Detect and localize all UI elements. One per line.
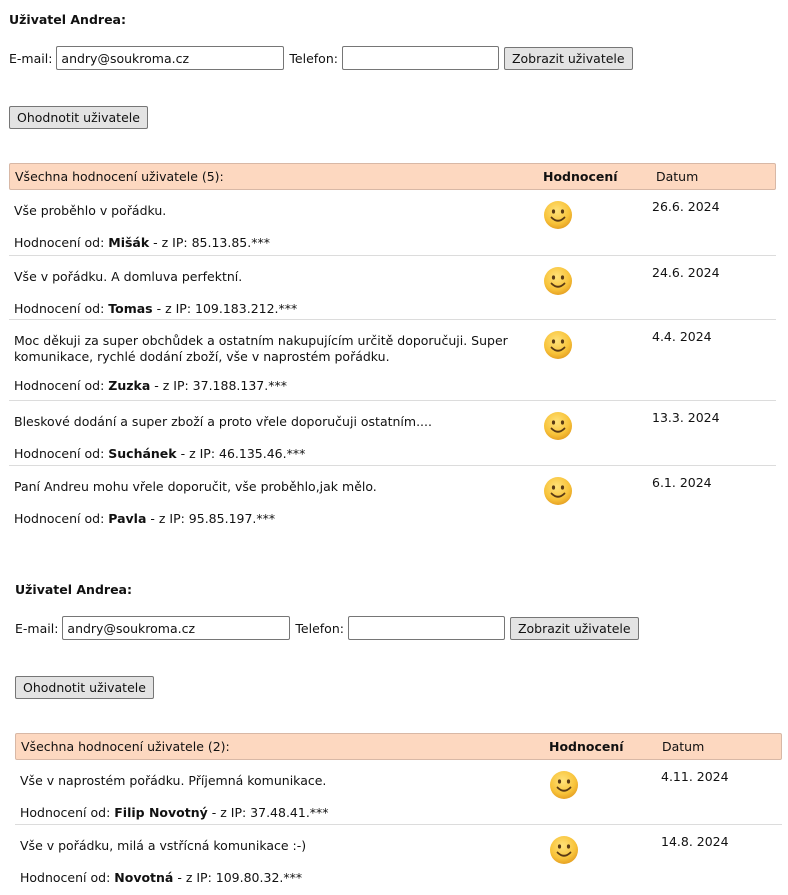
review-author: Suchánek	[108, 446, 177, 461]
rating-column-header: Hodnocení	[543, 169, 618, 184]
user-title: Uživatel Andrea:	[15, 582, 132, 597]
review-row	[9, 256, 776, 320]
review-author: Tomas	[108, 301, 153, 316]
phone-input[interactable]	[348, 616, 505, 640]
review-ip: - z IP: 37.188.137.***	[150, 378, 287, 393]
smiley-icon	[543, 330, 573, 360]
smiley-icon	[549, 835, 579, 865]
review-row	[15, 825, 782, 889]
review-ip: - z IP: 46.135.46.***	[176, 446, 306, 461]
ratings-title: Všechna hodnocení uživatele (2):	[21, 739, 230, 754]
review-date: 26.6. 2024	[652, 199, 720, 214]
review-author: Filip Novotný	[114, 805, 208, 820]
rate-user-button[interactable]: Ohodnotit uživatele	[15, 676, 154, 699]
user-block-2	[15, 578, 782, 889]
review-author-line	[14, 378, 287, 393]
date-column-header: Datum	[662, 739, 705, 754]
smiley-icon	[543, 266, 573, 296]
email-input[interactable]	[62, 616, 290, 640]
email-label: E-mail:	[15, 620, 59, 636]
review-row	[9, 466, 776, 530]
phone-label: Telefon:	[295, 620, 344, 636]
review-author-line	[20, 870, 302, 885]
review-row	[9, 190, 776, 256]
review-by-label: Hodnocení od:	[14, 446, 105, 461]
review-author-line	[14, 301, 297, 316]
review-text: Bleskové dodání a super zboží a proto vřele doporučuji ostatním....	[14, 414, 432, 429]
phone-label: Telefon:	[289, 50, 338, 66]
review-date: 6.1. 2024	[652, 475, 712, 490]
ratings-header	[15, 733, 782, 760]
review-author: Zuzka	[108, 378, 151, 393]
show-user-button[interactable]: Zobrazit uživatele	[510, 617, 639, 640]
date-column-header: Datum	[656, 169, 699, 184]
review-ip: - z IP: 95.85.197.***	[146, 511, 276, 526]
smiley-icon	[543, 411, 573, 441]
review-date: 14.8. 2024	[661, 834, 729, 849]
review-author: Novotná	[114, 870, 174, 885]
review-date: 4.11. 2024	[661, 769, 729, 784]
smiley-icon	[543, 200, 573, 230]
review-text: Vše v naprostém pořádku. Příjemná komunikace.	[20, 773, 327, 788]
review-row	[9, 401, 776, 466]
ratings-table	[15, 733, 782, 889]
review-text: Vše v pořádku. A domluva perfektní.	[14, 269, 243, 284]
review-ip: - z IP: 85.13.85.***	[149, 235, 270, 250]
show-user-button[interactable]: Zobrazit uživatele	[504, 47, 633, 70]
ratings-title: Všechna hodnocení uživatele (5):	[15, 169, 224, 184]
review-date: 24.6. 2024	[652, 265, 720, 280]
user-block-1	[9, 8, 776, 530]
smiley-icon	[543, 476, 573, 506]
review-row	[15, 760, 782, 825]
review-by-label: Hodnocení od:	[14, 511, 105, 526]
review-author: Mišák	[108, 235, 150, 250]
review-by-label: Hodnocení od:	[14, 378, 105, 393]
review-date: 13.3. 2024	[652, 410, 720, 425]
review-row	[9, 320, 776, 401]
smiley-icon	[549, 770, 579, 800]
review-author-line	[14, 511, 275, 526]
review-text: Vše v pořádku, milá a vstřícná komunikace :-)	[20, 838, 307, 853]
review-text: Moc děkuji za super obchůdek a ostatním nakupujícím určitě doporučuji. Super komunikace, rychlé dodání zboží, vše v naprostém pořádku.	[14, 333, 508, 364]
phone-input[interactable]	[342, 46, 499, 70]
ratings-table	[9, 163, 776, 530]
review-by-label: Hodnocení od:	[14, 301, 105, 316]
review-ip: - z IP: 109.183.212.***	[152, 301, 298, 316]
review-author-line	[14, 446, 305, 461]
user-title: Uživatel Andrea:	[9, 12, 126, 27]
review-author: Pavla	[108, 511, 147, 526]
email-input[interactable]	[56, 46, 284, 70]
review-text: Vše proběhlo v pořádku.	[14, 203, 167, 218]
user-search-form	[15, 616, 782, 640]
user-search-form	[9, 46, 776, 70]
review-author-line	[14, 235, 270, 250]
review-ip: - z IP: 109.80.32.***	[173, 870, 303, 885]
rate-user-button[interactable]: Ohodnotit uživatele	[9, 106, 148, 129]
review-date: 4.4. 2024	[652, 329, 712, 344]
review-by-label: Hodnocení od:	[14, 235, 105, 250]
email-label: E-mail:	[9, 50, 53, 66]
review-by-label: Hodnocení od:	[20, 805, 111, 820]
review-text: Paní Andreu mohu vřele doporučit, vše proběhlo,jak mělo.	[14, 479, 377, 494]
ratings-header	[9, 163, 776, 190]
review-by-label: Hodnocení od:	[20, 870, 111, 885]
rating-column-header: Hodnocení	[549, 739, 624, 754]
review-author-line	[20, 805, 329, 820]
review-ip: - z IP: 37.48.41.***	[207, 805, 329, 820]
